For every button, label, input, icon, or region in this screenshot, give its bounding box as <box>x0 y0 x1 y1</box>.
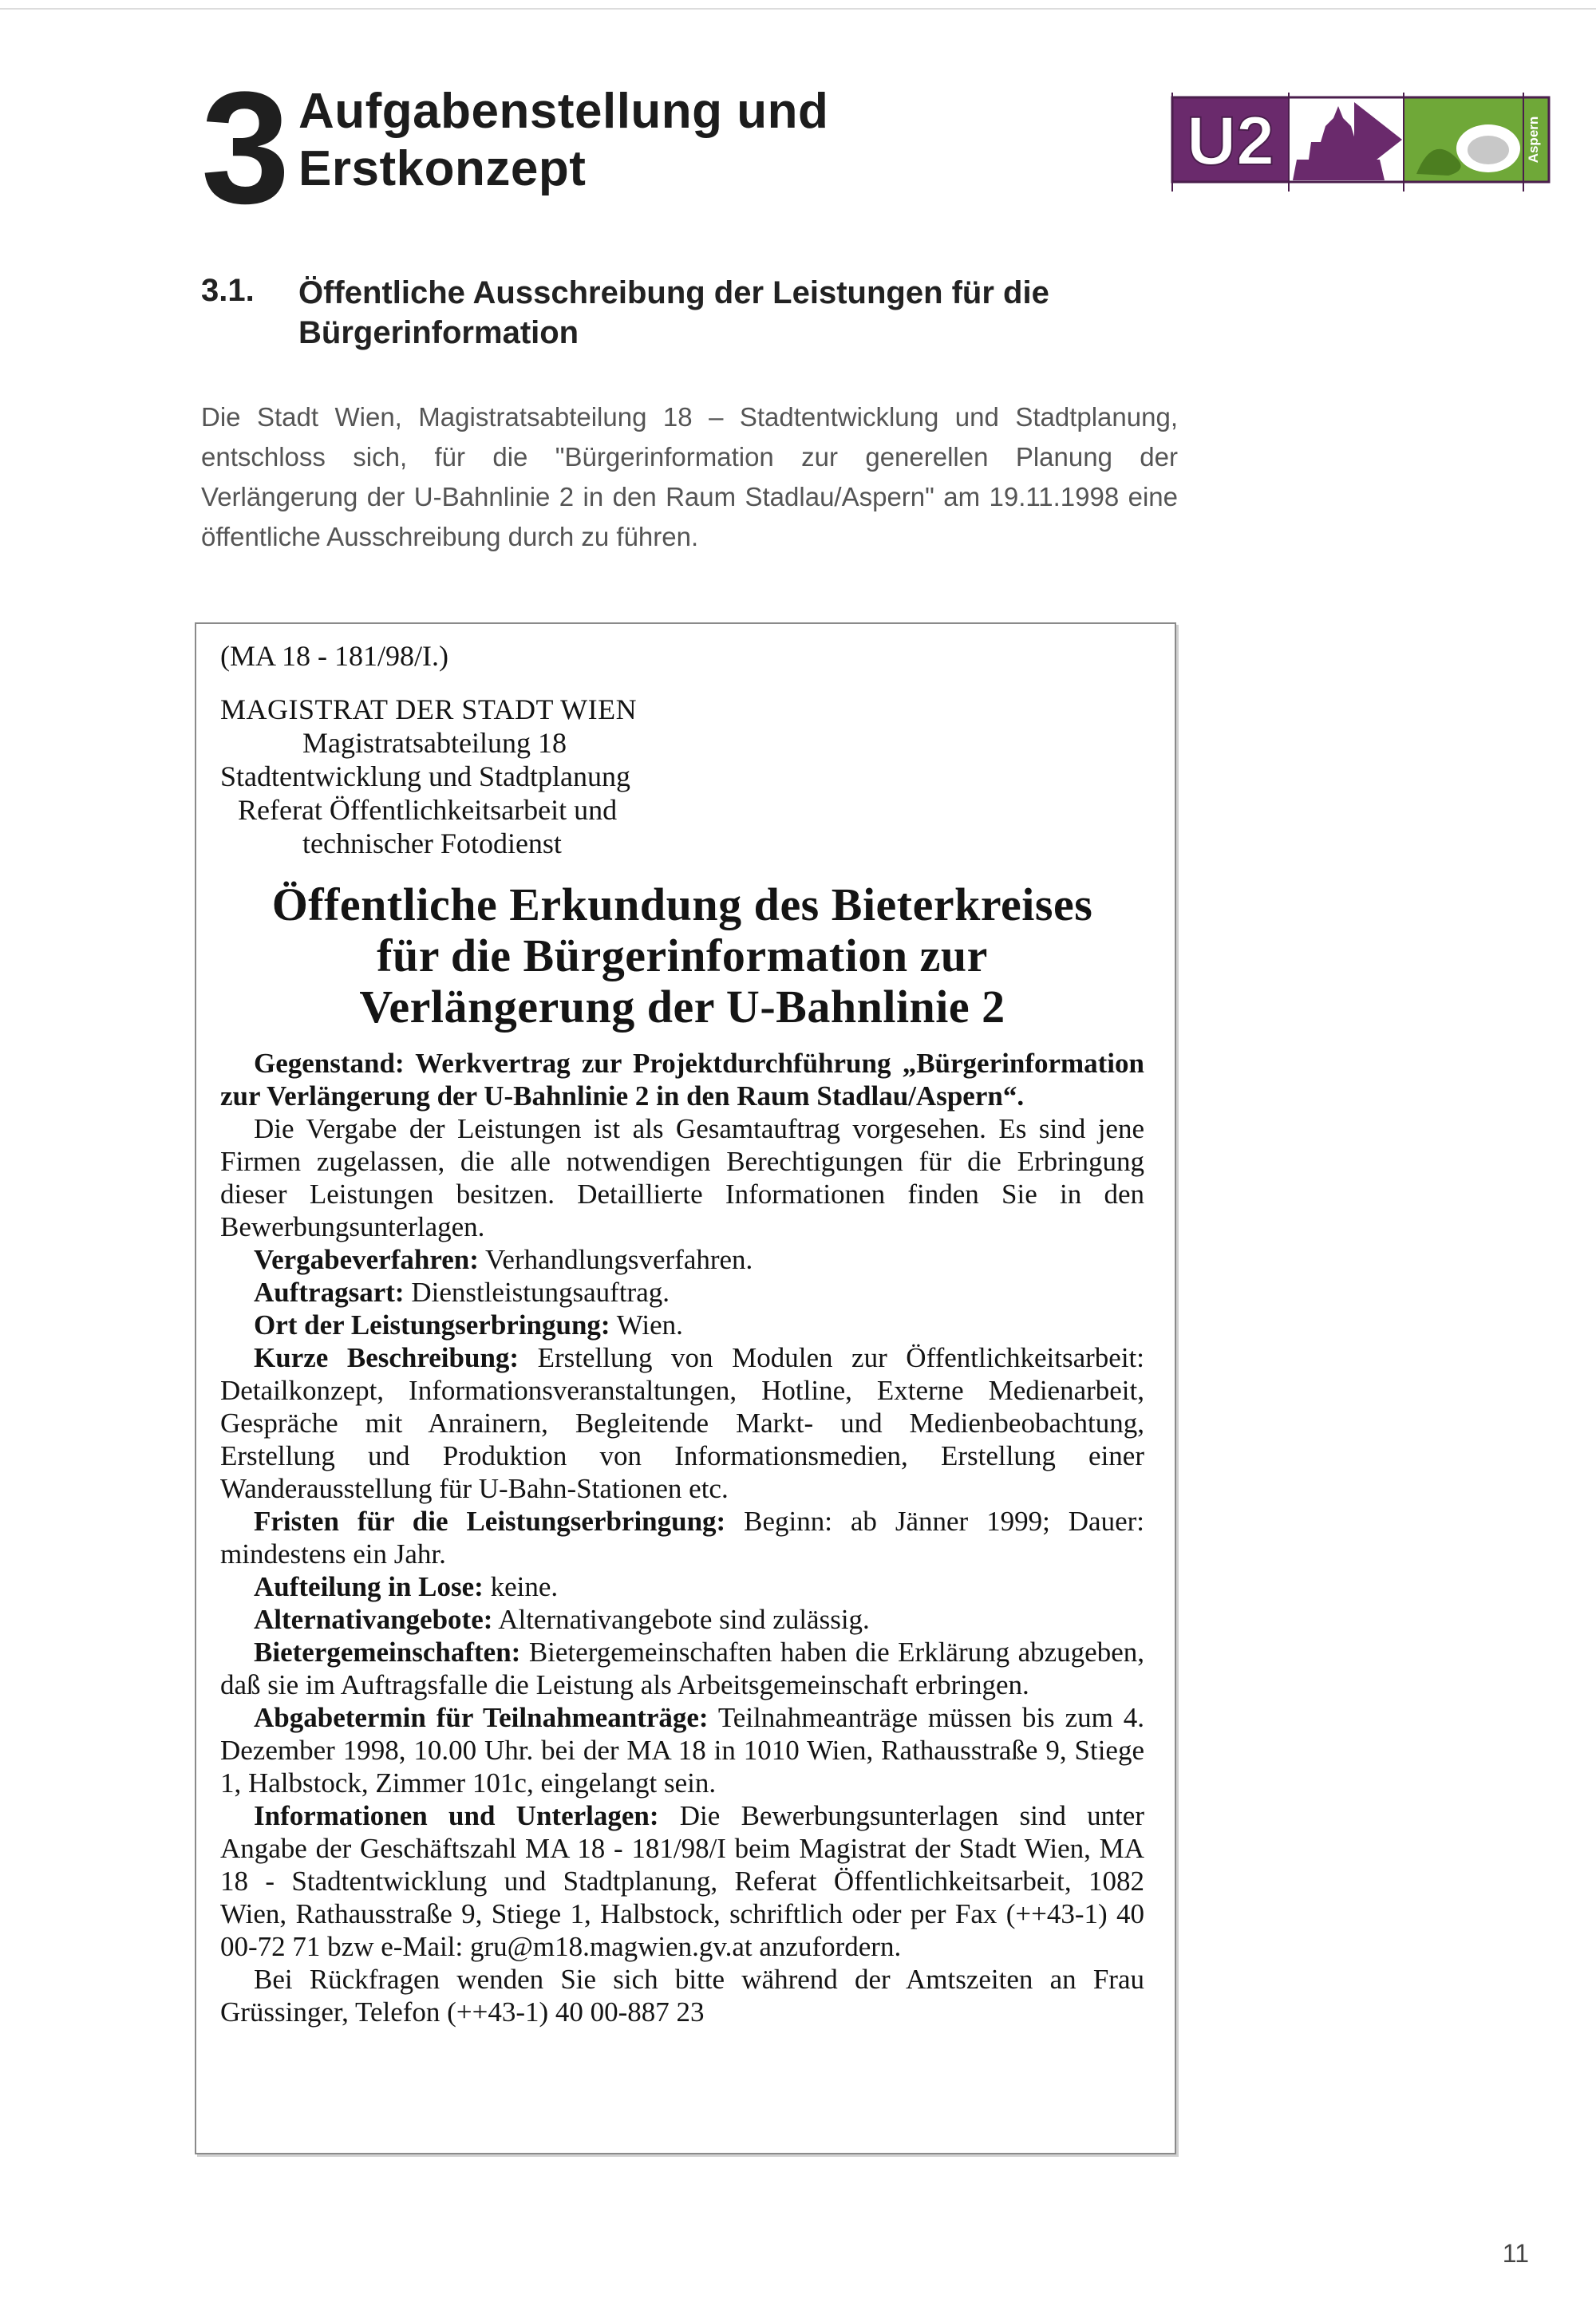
clipping-paragraph <box>220 1047 1144 1112</box>
paragraph-text: keine. <box>483 1571 559 1602</box>
newspaper-clipping <box>195 622 1176 2154</box>
clipping-headline <box>220 879 1144 1033</box>
clipping-paragraph <box>220 1276 1144 1309</box>
authority-line: Magistratsabteilung 18 <box>302 727 567 759</box>
paragraph-text: Teilnahmeanträge müssen bis zum 4. Dezember 1998, 10.00 Uhr. bei der MA 18 in 1010 Wien, Rathausstraße 9, Stiege 1, Halbstock, Zimmer 101c, eingelangt sein. <box>220 1702 1144 1799</box>
clipping-paragraph <box>220 1505 1144 1570</box>
page-number: 11 <box>1502 2239 1529 2268</box>
paragraph-text: Verhandlungsverfahren. <box>478 1244 753 1275</box>
paragraph-text: Die Vergabe der Leistungen ist als Gesamtauftrag vorgesehen. Es sind jene Firmen zugelassen, die alle notwendigen Berechtigungen für die Erbringung dieser Leistungen besitzen. Detaillierte Informationen finden Sie in den Bewerbungsunterlagen. <box>220 1113 1144 1242</box>
paragraph-text: Bietergemeinschaften haben die Erklärung abzugeben, daß sie im Auftragsfalle die Leistung als Arbeitsgemeinschaft erbringen. <box>220 1637 1144 1700</box>
clipping-paragraph <box>220 1963 1144 2028</box>
u2-logo <box>1169 86 1552 196</box>
section-number: 3.1. <box>201 273 255 308</box>
paragraph-text: Werkvertrag zur Projektdurchführung „Bürgerinformation zur Verlängerung der U-Bahnlinie 2 in den Raum Stadlau/Aspern“. <box>220 1048 1144 1112</box>
clipping-paragraph <box>220 1112 1144 1243</box>
intro-paragraph: Die Stadt Wien, Magistratsabteilung 18 – Stadtentwicklung und Stadtplanung, entschloss sich, für die "Bürgerinformation zur generellen Planung der Verlängerung der U-Bahnlinie 2 in den Raum Stadlau/Aspern" am 19.11.1998 eine öffentliche Ausschreibung durch zu führen. <box>201 402 1178 551</box>
paragraph-text: Dienstleistungsauftrag. <box>404 1277 670 1308</box>
clipping-body <box>220 1047 1144 2028</box>
u2-logo-graphic <box>1169 86 1552 196</box>
paragraph-label: Gegenstand: <box>254 1048 405 1079</box>
clipping-paragraph <box>220 1341 1144 1505</box>
logo-side-label: Aspern <box>1526 116 1541 164</box>
authority-line: MAGISTRAT DER STADT WIEN <box>220 693 638 725</box>
paragraph-label: Informationen und Unterlagen: <box>254 1800 659 1831</box>
paragraph-label: Aufteilung in Lose: <box>254 1571 484 1602</box>
paragraph-text: Alternativangebote sind zulässig. <box>492 1604 870 1635</box>
clipping-content <box>220 630 1144 2028</box>
authority-line: Referat Öffentlichkeitsarbeit und <box>238 794 618 826</box>
clipping-paragraph <box>220 1603 1144 1636</box>
chapter-title-line-1: Aufgabenstellung und <box>298 84 829 139</box>
chapter-title-line-2: Erstkonzept <box>298 141 587 196</box>
paragraph-label: Bietergemeinschaften: <box>254 1637 521 1668</box>
paragraph-label: Vergabeverfahren: <box>254 1244 479 1275</box>
paragraph-label: Fristen für die Leistungserbringung: <box>254 1506 726 1537</box>
clipping-reference: (MA 18 - 181/98/I.) <box>220 640 448 672</box>
clipping-paragraph <box>220 1799 1144 1963</box>
clipping-authority <box>220 693 1144 860</box>
chapter-number: 3 <box>201 59 290 237</box>
clipping-paragraph <box>220 1636 1144 1701</box>
clipping-paragraph <box>220 1701 1144 1799</box>
paragraph-label: Auftragsart: <box>254 1277 405 1308</box>
logo-u2-text: U2 <box>1187 103 1274 180</box>
paragraph-text: Die Bewerbungsunterlagen sind unter Angabe der Geschäftszahl MA 18 - 181/98/I beim Magistrat der Stadt Wien, MA 18 - Stadtentwicklung und Stadtplanung, Referat Öffentlichkeitsarbeit, 1082 Wien, Rathausstraße 9, Stiege 1, Halbstock, schriftlich oder per Fax (++43-1) 40 00-72 71 bzw e-Mail: gru@m18.magwien.gv.at anzufordern. <box>220 1800 1144 1962</box>
clipping-paragraph <box>220 1309 1144 1341</box>
authority-line: technischer Fotodienst <box>302 827 562 859</box>
paragraph-label: Abgabetermin für Teilnahmeanträge: <box>254 1702 709 1733</box>
paragraph-label: Ort der Leistungserbringung: <box>254 1309 610 1341</box>
paragraph-text: Bei Rückfragen wenden Sie sich bitte während der Amtszeiten an Frau Grüssinger, Telefon (++43-1) 40 00-887 23 <box>220 1964 1144 2028</box>
clipping-paragraph <box>220 1243 1144 1276</box>
headline-line: für die Bürgerinformation zur <box>377 930 988 981</box>
paragraph-text: Erstellung von Modulen zur Öffentlichkeitsarbeit: Detailkonzept, Informationsveranstaltungen, Hotline, Externe Medienarbeit, Gespräche mit Anrainern, Begleitende Markt- und Medienbeobachtung, Erstellung und Produktion von Informationsmedien, Erstellung einer Wanderausstellung für U-Bahn-Stationen etc. <box>220 1342 1144 1504</box>
headline-line: Verlängerung der U-Bahnlinie 2 <box>359 981 1005 1033</box>
section-title: Öffentliche Ausschreibung der Leistungen für die Bürgerinformation <box>298 275 1049 350</box>
stadium-field <box>1468 136 1509 164</box>
paragraph-text: Beginn: ab Jänner 1999; Dauer: mindestens ein Jahr. <box>220 1506 1145 1570</box>
paragraph-label: Kurze Beschreibung: <box>254 1342 519 1373</box>
headline-line: Öffentliche Erkundung des Bieterkreises <box>271 879 1093 930</box>
chapter-title <box>298 83 828 198</box>
top-rule <box>0 8 1596 10</box>
paragraph-text: Wien. <box>610 1309 683 1341</box>
paragraph-label: Alternativangebote: <box>254 1604 493 1635</box>
clipping-paragraph <box>220 1570 1144 1603</box>
authority-line: Stadtentwicklung und Stadtplanung <box>220 760 630 792</box>
